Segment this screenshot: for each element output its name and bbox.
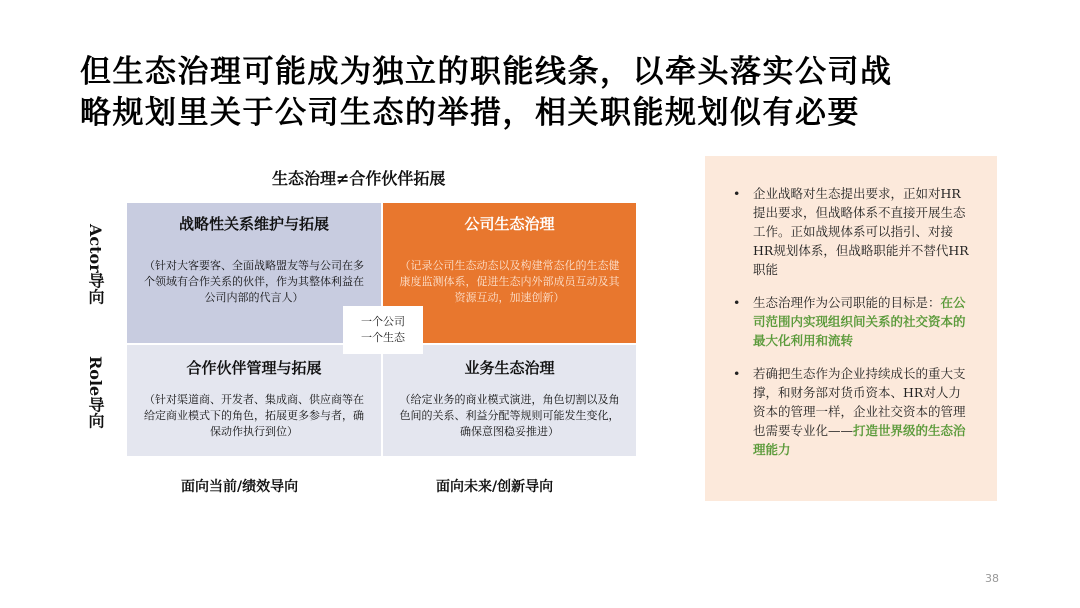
bullet-dot-icon: • <box>733 366 741 381</box>
center-label-box <box>343 306 423 354</box>
note-highlight: 打造世界级的生态治理能力 <box>753 423 966 457</box>
note-highlight: 在公司范围内实现组织间关系的社交资本的最大化利用和流转 <box>753 295 966 348</box>
quadrant-title: 业务生态治理 <box>464 359 555 377</box>
axis-label-role: Role导向 <box>86 356 105 429</box>
x-axis-label-right: 面向未来/创新导向 <box>436 479 554 495</box>
matrix-title: 生态治理≠合作伙伴拓展 <box>272 169 446 188</box>
slide-title <box>80 52 1020 134</box>
note-bullet-2 <box>733 293 973 350</box>
slide-title-line-2: 略规划里关于公司生态的举措，相关职能规划似有必要 <box>80 95 860 131</box>
slide-title-line-1: 但生态治理可能成为独立的职能线条，以牵头落实公司战 <box>80 54 893 90</box>
center-label-line-1: 一个公司 <box>361 315 405 328</box>
quadrant-description: （记录公司生态动态以及构建常态化的生态健康度监测体系，促进生态内外部成员互动及其资源互动，加速创新） <box>399 259 620 304</box>
notes-panel <box>705 156 997 501</box>
quadrant-title: 公司生态治理 <box>464 215 555 233</box>
quadrant-description: （给定业务的商业模式演进，角色切割以及角色间的关系、利益分配等规则可能发生变化，确保意图稳妥推进） <box>399 393 620 438</box>
axis-label-actor: Actor导向 <box>86 224 105 305</box>
center-label-line-2: 一个生态 <box>361 331 405 344</box>
note-text: 生态治理作为公司职能的目标是： <box>753 295 941 310</box>
quadrant-description: （针对渠道商、开发者、集成商、供应商等在给定商业模式下的角色，拓展更多参与者，确保动作执行到位） <box>144 393 364 438</box>
bullet-dot-icon: • <box>733 295 741 310</box>
page-number: 38 <box>985 572 999 585</box>
quadrant-description: （针对大客要客、全面战略盟友等与公司在多个领域有合作关系的伙伴，作为其整体利益在公司内部的代言人） <box>144 259 364 304</box>
note-bullet-3 <box>733 364 973 459</box>
quadrant-title: 战略性关系维护与拓展 <box>178 215 329 233</box>
quadrant-bottom-left <box>127 345 381 456</box>
x-axis-label-left: 面向当前/绩效导向 <box>181 479 299 495</box>
quadrant-bottom-right <box>383 345 636 456</box>
note-text: 企业战略对生态提出要求，正如对HR提出要求，但战略体系不直接开展生态工作。正如战规体系可以指引、对接HR规划体系，但战略职能并不替代HR职能 <box>753 186 969 277</box>
bullet-dot-icon: • <box>733 186 741 201</box>
note-bullet-1 <box>733 184 973 279</box>
note-text: 若确把生态作为企业持续成长的重大支撑，和财务部对货币资本、HR对人力资本的管理一样，企业社交资本的管理也需要专业化—— <box>753 366 966 438</box>
quadrant-title: 合作伙伴管理与拓展 <box>186 359 322 377</box>
